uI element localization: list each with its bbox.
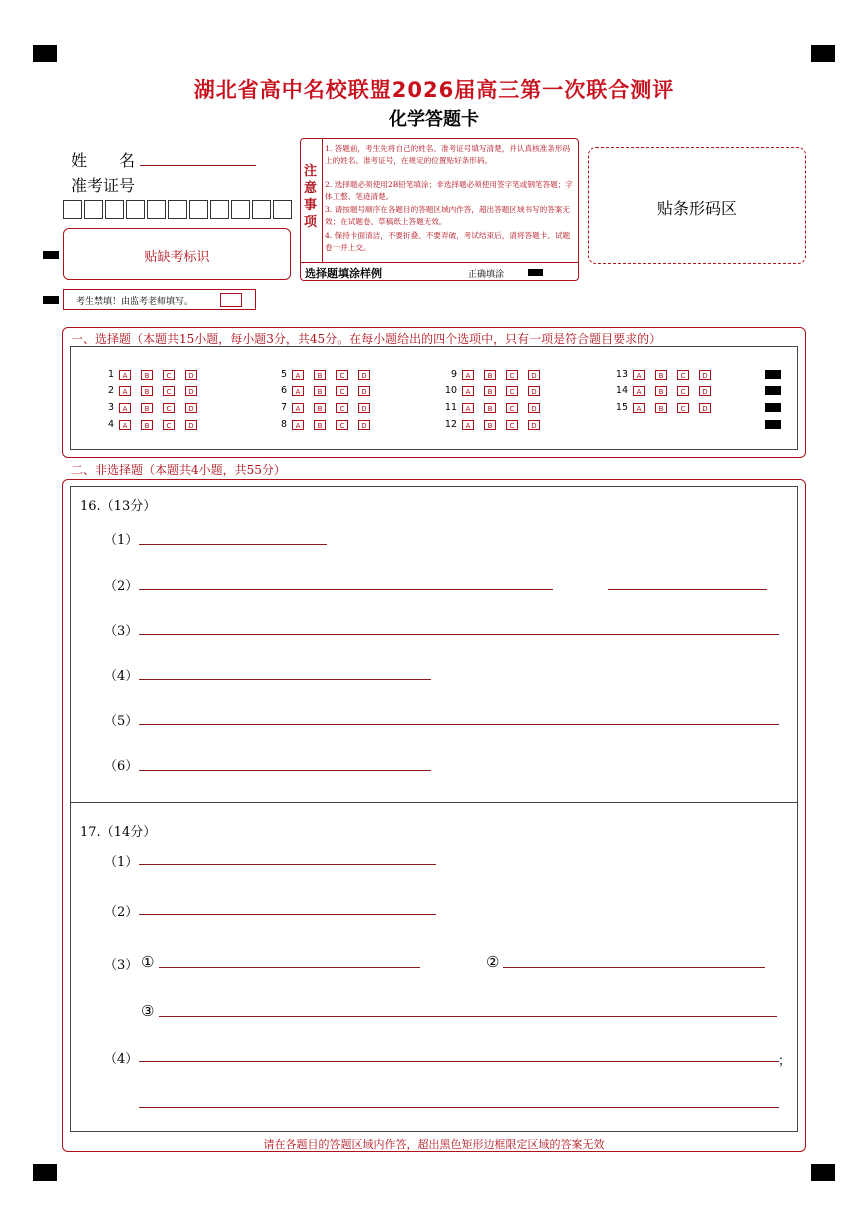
section1-inner-box xyxy=(70,346,798,450)
mc-option-c-bubble[interactable]: C xyxy=(677,403,689,413)
mc-question-9 xyxy=(441,369,550,380)
mc-question-number: 11 xyxy=(444,402,457,413)
q16-part5-answer-line[interactable] xyxy=(139,724,779,725)
mc-option-a-bubble[interactable]: A xyxy=(292,386,304,396)
id-box[interactable] xyxy=(168,200,187,219)
mc-option-d-bubble[interactable]: D xyxy=(185,386,197,396)
q16-part4-label: （4） xyxy=(104,669,139,684)
mc-option-c-bubble[interactable]: C xyxy=(336,386,348,396)
q16-part2-answer-line-a[interactable] xyxy=(139,589,553,590)
q17-part4-answer-line-1[interactable] xyxy=(139,1061,779,1062)
mc-option-a-bubble[interactable]: A xyxy=(462,370,474,380)
registration-mark-bottom-right xyxy=(811,1164,835,1181)
mc-question-number: 12 xyxy=(444,419,457,430)
mc-option-a-bubble[interactable]: A xyxy=(119,420,131,430)
mc-question-number: 7 xyxy=(280,402,287,413)
exam-title: 湖北省高中名校联盟2026届高三第一次联合测评 xyxy=(193,78,675,102)
mc-option-d-bubble[interactable]: D xyxy=(699,403,711,413)
mc-option-d-bubble[interactable]: D xyxy=(699,386,711,396)
q17-title: 17.（14分） xyxy=(80,825,157,840)
notice-divider xyxy=(322,139,323,262)
mc-mark-3 xyxy=(765,403,781,412)
mc-option-d-bubble[interactable]: D xyxy=(185,403,197,413)
absent-sticker-area xyxy=(63,228,291,280)
mc-option-d-bubble[interactable]: D xyxy=(528,386,540,396)
q16-part6-answer-line[interactable] xyxy=(139,770,431,771)
timing-strip xyxy=(116,50,806,58)
mc-option-c-bubble[interactable]: C xyxy=(506,370,518,380)
notice-item-4: 4. 保持卡面清洁，不要折叠、不要弄破，考试结束后，请将答题卡、试题卷一并上交。 xyxy=(325,231,571,253)
mc-option-b-bubble[interactable]: B xyxy=(141,403,153,413)
forbidden-note-box xyxy=(63,289,256,310)
mc-mark-1 xyxy=(765,370,781,379)
mc-question-15 xyxy=(612,402,721,413)
mc-option-d-bubble[interactable]: D xyxy=(358,386,370,396)
mc-option-d-bubble[interactable]: D xyxy=(528,370,540,380)
id-box[interactable] xyxy=(105,200,124,219)
mc-option-d-bubble[interactable]: D xyxy=(185,370,197,380)
mc-option-c-bubble[interactable]: C xyxy=(336,403,348,413)
registration-mark-bottom-left xyxy=(33,1164,57,1181)
mc-option-b-bubble[interactable]: B xyxy=(484,386,496,396)
mc-option-c-bubble[interactable]: C xyxy=(163,420,175,430)
notice-box xyxy=(300,138,579,281)
id-box[interactable] xyxy=(63,200,82,219)
q17-part1-answer-line[interactable] xyxy=(139,864,436,865)
notice-item-1: 1. 答题前，考生先将自己的姓名、准考证号填写清楚，并认真核准条形码上的姓名、准考证号，在规定的位置贴好条形码。 xyxy=(325,144,571,166)
mc-question-8 xyxy=(271,419,380,430)
mc-option-a-bubble[interactable]: A xyxy=(292,403,304,413)
correct-fill-label: 正确填涂 xyxy=(468,270,505,280)
mc-question-number: 1 xyxy=(107,369,114,380)
q16-part2-answer-line-b[interactable] xyxy=(608,589,767,590)
proctor-fill-box[interactable] xyxy=(220,293,242,307)
q16-part3-answer-line[interactable] xyxy=(139,634,779,635)
mc-option-b-bubble[interactable]: B xyxy=(314,386,326,396)
q17-part4-semicolon: ； xyxy=(778,1054,792,1069)
mc-option-d-bubble[interactable]: D xyxy=(358,403,370,413)
q17-part3-sub1-answer-line[interactable] xyxy=(159,967,420,968)
id-box[interactable] xyxy=(189,200,208,219)
mc-option-b-bubble[interactable]: B xyxy=(655,403,667,413)
q17-part3-sub1-label: ① xyxy=(141,953,155,971)
mc-option-b-bubble[interactable]: B xyxy=(141,386,153,396)
mc-option-b-bubble[interactable]: B xyxy=(314,370,326,380)
correct-fill-sample xyxy=(528,269,543,276)
registration-mark-top-right xyxy=(811,45,835,62)
notice-heading: 注意事项 xyxy=(304,164,318,230)
q16-part5-label: （5） xyxy=(104,714,139,729)
id-box[interactable] xyxy=(273,200,292,219)
id-box[interactable] xyxy=(147,200,166,219)
mc-question-5 xyxy=(271,369,380,380)
mc-option-a-bubble[interactable]: A xyxy=(119,403,131,413)
mc-option-d-bubble[interactable]: D xyxy=(528,403,540,413)
mc-option-a-bubble[interactable]: A xyxy=(462,403,474,413)
mc-option-b-bubble[interactable]: B xyxy=(655,370,667,380)
q16-title: 16.（13分） xyxy=(80,499,157,514)
mc-question-2 xyxy=(98,385,207,396)
mc-option-a-bubble[interactable]: A xyxy=(292,420,304,430)
mc-question-14 xyxy=(612,385,721,396)
mc-question-3 xyxy=(98,402,207,413)
registration-mark-top-left xyxy=(33,45,57,62)
mc-question-13 xyxy=(612,369,721,380)
q17-part1-label: （1） xyxy=(104,855,139,870)
q17-part3-sub2-label: ② xyxy=(486,953,500,971)
q17-part3-sub3-answer-line[interactable] xyxy=(159,1016,777,1017)
mc-question-1 xyxy=(98,369,207,380)
absent-sticker-label: 贴缺考标识 xyxy=(144,250,210,265)
mc-question-number: 3 xyxy=(107,402,114,413)
mc-question-number: 4 xyxy=(107,419,114,430)
footer-warning: 请在各题目的答题区域内作答，超出黑色矩形边框限定区域的答案无效 xyxy=(263,1138,605,1151)
q16-part1-label: （1） xyxy=(104,533,139,548)
mc-option-b-bubble[interactable]: B xyxy=(141,370,153,380)
mc-question-number: 10 xyxy=(444,385,457,396)
mc-option-d-bubble[interactable]: D xyxy=(699,370,711,380)
barcode-label: 贴条形码区 xyxy=(656,199,737,218)
q16-part2-label: （2） xyxy=(104,579,139,594)
q17-part2-label: （2） xyxy=(104,905,139,920)
mc-option-c-bubble[interactable]: C xyxy=(506,420,518,430)
mc-question-10 xyxy=(441,385,550,396)
id-box[interactable] xyxy=(84,200,103,219)
mc-question-7 xyxy=(271,402,380,413)
name-field[interactable] xyxy=(140,165,256,166)
q17-part4-answer-line-2[interactable] xyxy=(139,1107,779,1108)
q16-q17-divider xyxy=(70,802,798,803)
mc-option-c-bubble[interactable]: C xyxy=(163,370,175,380)
mc-option-b-bubble[interactable]: B xyxy=(484,370,496,380)
mc-question-number: 6 xyxy=(280,385,287,396)
mc-option-a-bubble[interactable]: A xyxy=(633,386,645,396)
mc-option-b-bubble[interactable]: B xyxy=(484,420,496,430)
mc-question-4 xyxy=(98,419,207,430)
id-box[interactable] xyxy=(252,200,271,219)
forbidden-note: 考生禁填！由监考老师填写。 xyxy=(76,297,194,307)
mc-option-d-bubble[interactable]: D xyxy=(185,420,197,430)
mc-question-number: 8 xyxy=(280,419,287,430)
mc-option-b-bubble[interactable]: B xyxy=(314,403,326,413)
mc-option-c-bubble[interactable]: C xyxy=(163,386,175,396)
exam-id-boxes[interactable] xyxy=(63,200,294,223)
mc-mark-4 xyxy=(765,420,781,429)
barcode-area xyxy=(588,147,806,264)
section1-title: 一、选择题（本题共15小题，每小题3分，共45分。在每小题给出的四个选项中，只有一项是符合题目要求的） xyxy=(71,332,662,346)
mc-option-d-bubble[interactable]: D xyxy=(358,370,370,380)
mc-option-c-bubble[interactable]: C xyxy=(677,386,689,396)
exam-id-label: 准考证号 xyxy=(71,176,136,195)
mc-option-b-bubble[interactable]: B xyxy=(314,420,326,430)
mc-option-b-bubble[interactable]: B xyxy=(484,403,496,413)
mc-option-a-bubble[interactable]: A xyxy=(119,386,131,396)
mc-option-a-bubble[interactable]: A xyxy=(292,370,304,380)
mc-question-number: 14 xyxy=(615,385,628,396)
mc-question-number: 15 xyxy=(615,402,628,413)
mc-question-6 xyxy=(271,385,380,396)
mc-question-number: 13 xyxy=(615,369,628,380)
mc-option-c-bubble[interactable]: C xyxy=(677,370,689,380)
side-mark-1 xyxy=(43,251,59,259)
mc-question-number: 9 xyxy=(450,369,457,380)
sample-row-divider xyxy=(301,262,578,263)
mc-option-a-bubble[interactable]: A xyxy=(462,420,474,430)
mc-option-c-bubble[interactable]: C xyxy=(506,403,518,413)
mc-option-c-bubble[interactable]: C xyxy=(163,403,175,413)
card-subtitle: 化学答题卡 xyxy=(389,109,479,130)
q17-part3-sub2-answer-line[interactable] xyxy=(503,967,765,968)
mc-question-number: 2 xyxy=(107,385,114,396)
q17-part3-label: （3） xyxy=(104,958,139,973)
mc-option-c-bubble[interactable]: C xyxy=(336,420,348,430)
mc-option-b-bubble[interactable]: B xyxy=(141,420,153,430)
sample-label: 选择题填涂样例 xyxy=(305,267,382,280)
mc-option-b-bubble[interactable]: B xyxy=(655,386,667,396)
q17-part3-sub3-label: ③ xyxy=(141,1002,155,1020)
id-box[interactable] xyxy=(231,200,250,219)
mc-option-d-bubble[interactable]: D xyxy=(528,420,540,430)
mc-option-c-bubble[interactable]: C xyxy=(336,370,348,380)
mc-question-number: 5 xyxy=(280,369,287,380)
side-mark-2 xyxy=(43,296,59,304)
notice-item-2: 2. 选择题必须使用2B铅笔填涂；非选择题必须使用签字笔或钢笔答题；字体工整、笔迹清楚。 xyxy=(325,180,573,202)
section2-title: 二、非选择题（本题共4小题，共55分） xyxy=(71,463,286,477)
mc-question-12 xyxy=(441,419,550,430)
mc-option-d-bubble[interactable]: D xyxy=(358,420,370,430)
mc-option-a-bubble[interactable]: A xyxy=(119,370,131,380)
id-box[interactable] xyxy=(210,200,229,219)
q16-part6-label: （6） xyxy=(104,759,139,774)
mc-option-a-bubble[interactable]: A xyxy=(462,386,474,396)
notice-item-3: 3. 请按题号顺序在各题目的答题区域内作答，超出答题区域书写的答案无效；在试题卷、草稿纸上答题无效。 xyxy=(325,205,571,227)
q17-part4-label: （4） xyxy=(104,1052,139,1067)
q16-part4-answer-line[interactable] xyxy=(139,679,431,680)
id-box[interactable] xyxy=(126,200,145,219)
mc-question-11 xyxy=(441,402,550,413)
name-label: 姓 名 xyxy=(71,151,136,170)
q16-part3-label: （3） xyxy=(104,624,139,639)
mc-option-a-bubble[interactable]: A xyxy=(633,403,645,413)
section2-inner-box xyxy=(70,486,798,1132)
mc-option-a-bubble[interactable]: A xyxy=(633,370,645,380)
q16-part1-answer-line[interactable] xyxy=(139,544,327,545)
mc-mark-2 xyxy=(765,386,781,395)
q17-part2-answer-line[interactable] xyxy=(139,914,436,915)
mc-option-c-bubble[interactable]: C xyxy=(506,386,518,396)
